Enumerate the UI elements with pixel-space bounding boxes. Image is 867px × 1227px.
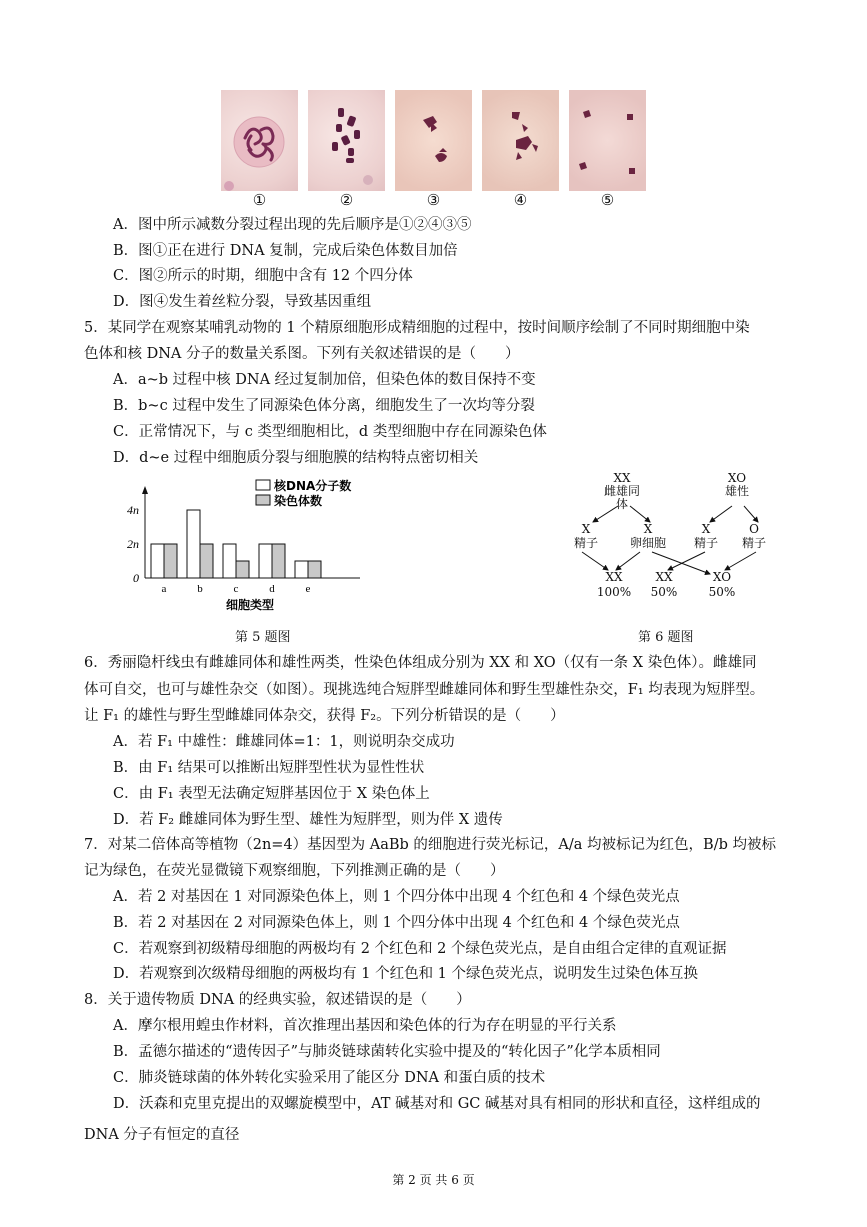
fig6-gamete-1 bbox=[564, 522, 608, 550]
q5-option-c: C．正常情况下，与 c 类型细胞相比，d 类型细胞中存在同源染色体 bbox=[113, 424, 547, 440]
fig6-gamete-4 bbox=[732, 522, 776, 550]
q5-option-d: D．d~e 过程中细胞质分裂与细胞膜的结构特点密切相关 bbox=[113, 450, 479, 466]
q7-option-a: A．若 2 对基因在 1 对同源染色体上，则 1 个四分体中出现 4 个红色和 4 个绿色荧光点 bbox=[113, 889, 680, 905]
q6-option-b: B．由 F₁ 结果可以推断出短胖型性状为显性性状 bbox=[113, 760, 425, 776]
micrograph-3 bbox=[395, 90, 472, 191]
legend-swatch bbox=[256, 495, 270, 505]
figure-5-caption: 第 5 题图 bbox=[235, 630, 291, 645]
micrograph-label-1: ① bbox=[252, 191, 267, 209]
q4-option-c: C．图②所示的时期，细胞中含有 12 个四分体 bbox=[113, 268, 413, 284]
bar-e-dna bbox=[295, 561, 308, 578]
arrow-o-sperm-to-xo bbox=[725, 552, 756, 570]
fig6-offspring-2 bbox=[644, 570, 684, 600]
y-tick-label: 4n bbox=[127, 503, 139, 517]
fig6-gamete-3-name: 精子 bbox=[693, 536, 718, 550]
fig6-parent-male-chrom: XO bbox=[727, 471, 747, 485]
q6-option-a: A．若 F₁ 中雄性：雌雄同体=1：1，则说明杂交成功 bbox=[113, 734, 455, 750]
arrow-egg-to-xx bbox=[616, 552, 640, 570]
figure-6-caption: 第 6 题图 bbox=[638, 630, 694, 645]
x-tick-label: c bbox=[233, 583, 239, 595]
q6-option-d: D．若 F₂ 雌雄同体为野生型、雄性为短胖型，则为伴 X 遗传 bbox=[113, 812, 503, 828]
fig6-parent-hermaphrodite bbox=[600, 472, 644, 511]
fig6-gamete-2-name: 卵细胞 bbox=[629, 536, 666, 550]
q5-stem-line-2: 色体和核 DNA 分子的数量关系图。下列有关叙述错误的是（ ） bbox=[84, 346, 520, 362]
bar-a-dna bbox=[151, 544, 164, 578]
figure-5-chart bbox=[110, 472, 370, 620]
page-footer: 第 2 页 共 6 页 bbox=[392, 1173, 475, 1187]
bar-d-dna bbox=[259, 544, 272, 578]
x-tick-label: a bbox=[161, 583, 167, 595]
fig6-offspring-3-pct: 50% bbox=[708, 585, 736, 599]
x-tick-label: e bbox=[305, 583, 311, 595]
fig6-gamete-3 bbox=[684, 522, 728, 550]
fig6-parent-hermaphrodite-label: 雌雄同体 bbox=[603, 484, 640, 511]
fig6-gamete-4-name: 精子 bbox=[741, 536, 766, 550]
x-tick-label: d bbox=[269, 583, 275, 595]
bar-d-chromosome bbox=[272, 544, 285, 578]
q8-stem: 8．关于遗传物质 DNA 的经典实验，叙述错误的是（ ） bbox=[84, 992, 471, 1008]
fig6-offspring-2-type: XX bbox=[655, 570, 673, 584]
q4-option-a: A．图中所示减数分裂过程出现的先后顺序是①②④③⑤ bbox=[113, 217, 472, 233]
fig6-gamete-3-chrom: X bbox=[701, 522, 711, 536]
arrow-xo-to-x-sperm bbox=[710, 506, 732, 522]
q4-option-b: B．图①正在进行 DNA 复制，完成后染色体数目加倍 bbox=[113, 243, 458, 259]
fig6-gamete-4-chrom: O bbox=[749, 522, 759, 536]
fig6-parent-male-label: 雄性 bbox=[724, 484, 749, 498]
x-axis-label: 细胞类型 bbox=[225, 598, 275, 612]
bar-b-dna bbox=[187, 510, 200, 578]
y-tick-label: 2n bbox=[127, 537, 139, 551]
fig6-gamete-1-name: 精子 bbox=[573, 536, 598, 550]
micrograph-2 bbox=[308, 90, 385, 191]
micrograph-5 bbox=[569, 90, 646, 191]
legend-label: 核DNA分子数 bbox=[274, 479, 352, 493]
q6-stem-line-2: 体可自交，也可与雄性杂交（如图）。现挑选纯合短胖型雌雄同体和野生型雄性杂交，F₁ 均表现为短胖型。 bbox=[84, 682, 765, 698]
fig6-parent-hermaphrodite-chrom: XX bbox=[613, 471, 631, 485]
fig6-gamete-1-chrom: X bbox=[581, 522, 591, 536]
q4-option-d: D．图④发生着丝粒分裂，导致基因重组 bbox=[113, 294, 372, 310]
micrograph-label-3: ③ bbox=[426, 191, 441, 209]
fig6-offspring-1-pct: 100% bbox=[596, 585, 632, 599]
q7-stem-line-2: 记为绿色，在荧光显微镜下观察细胞，下列推测正确的是（ ） bbox=[84, 863, 505, 879]
bar-c-dna bbox=[223, 544, 236, 578]
q7-option-d: D．若观察到次级精母细胞的两极均有 1 个红色和 1 个绿色荧光点，说明发生过染色体互换 bbox=[113, 966, 699, 982]
q5-option-b: B．b~c 过程中发生了同源染色体分离，细胞发生了一次均等分裂 bbox=[113, 398, 535, 414]
fig6-offspring-2-pct: 50% bbox=[650, 585, 678, 599]
bar-c-chromosome bbox=[236, 561, 249, 578]
fig6-offspring-3-type: XO bbox=[712, 570, 732, 584]
q7-stem-line-1: 7．对某二倍体高等植物（2n=4）基因型为 AaBb 的细胞进行荧光标记，A/a 均被标记为红色，B/b 均被标 bbox=[84, 837, 776, 853]
q6-stem-line-1: 6．秀丽隐杆线虫有雌雄同体和雄性两类，性染色体组成分别为 XX 和 XO（仅有一条 X 染色体）。雌雄同 bbox=[84, 655, 757, 671]
micrograph-label-4: ④ bbox=[513, 191, 528, 209]
micrograph-1 bbox=[221, 90, 298, 191]
fig6-offspring-3 bbox=[702, 570, 742, 600]
figure-6-diagram bbox=[560, 472, 800, 607]
micrograph-4 bbox=[482, 90, 559, 191]
bar-e-chromosome bbox=[308, 561, 321, 578]
micrograph-label-5: ⑤ bbox=[600, 191, 615, 209]
bar-b-chromosome bbox=[200, 544, 213, 578]
arrow-x-sperm-to-xx bbox=[668, 552, 705, 570]
q6-option-c: C．由 F₁ 表型无法确定短胖基因位于 X 染色体上 bbox=[113, 786, 430, 802]
fig6-gamete-2 bbox=[624, 522, 672, 550]
legend-swatch bbox=[256, 480, 270, 490]
q5-stem-line-1: 5．某同学在观察某哺乳动物的 1 个精原细胞形成精细胞的过程中，按时间顺序绘制了不同时期细胞中染 bbox=[84, 320, 750, 336]
fig6-offspring-1-type: XX bbox=[605, 570, 623, 584]
q5-option-a: A．a~b 过程中核 DNA 经过复制加倍，但染色体的数目保持不变 bbox=[113, 372, 536, 388]
bar-a-chromosome bbox=[164, 544, 177, 578]
legend-label: 染色体数 bbox=[274, 494, 323, 508]
q8-option-d: D．沃森和克里克提出的双螺旋模型中，AT 碱基对和 GC 碱基对具有相同的形状和直径，这样组成的 bbox=[113, 1096, 761, 1112]
q7-option-c: C．若观察到初级精母细胞的两极均有 2 个红色和 2 个绿色荧光点，是自由组合定律的直观证据 bbox=[113, 941, 727, 957]
q6-stem-line-3: 让 F₁ 的雄性与野生型雌雄同体杂交，获得 F₂。下列分析错误的是（ ） bbox=[84, 708, 565, 724]
q8-option-d-cont: DNA 分子有恒定的直径 bbox=[84, 1127, 240, 1143]
q8-option-b: B．孟德尔描述的“遗传因子”与肺炎链球菌转化实验中提及的“转化因子”化学本质相同 bbox=[113, 1044, 661, 1060]
y-axis-arrow bbox=[142, 486, 148, 494]
q8-option-c: C．肺炎链球菌的体外转化实验采用了能区分 DNA 和蛋白质的技术 bbox=[113, 1070, 546, 1086]
figure-5-svg bbox=[110, 472, 370, 620]
x-tick-label: b bbox=[197, 583, 203, 595]
arrow-sperm-to-xx bbox=[582, 552, 608, 570]
micrograph-label-2: ② bbox=[339, 191, 354, 209]
q7-option-b: B．若 2 对基因在 2 对同源染色体上，则 1 个四分体中出现 4 个红色和 4 个绿色荧光点 bbox=[113, 915, 680, 931]
q8-option-a: A．摩尔根用蝗虫作材料，首次推理出基因和染色体的行为存在明显的平行关系 bbox=[113, 1018, 617, 1034]
y-tick-label: 0 bbox=[133, 571, 139, 585]
fig6-offspring-1 bbox=[594, 570, 634, 600]
fig6-gamete-2-chrom: X bbox=[643, 522, 653, 536]
arrow-xo-to-o-sperm bbox=[744, 506, 758, 522]
fig6-parent-male bbox=[715, 472, 759, 498]
